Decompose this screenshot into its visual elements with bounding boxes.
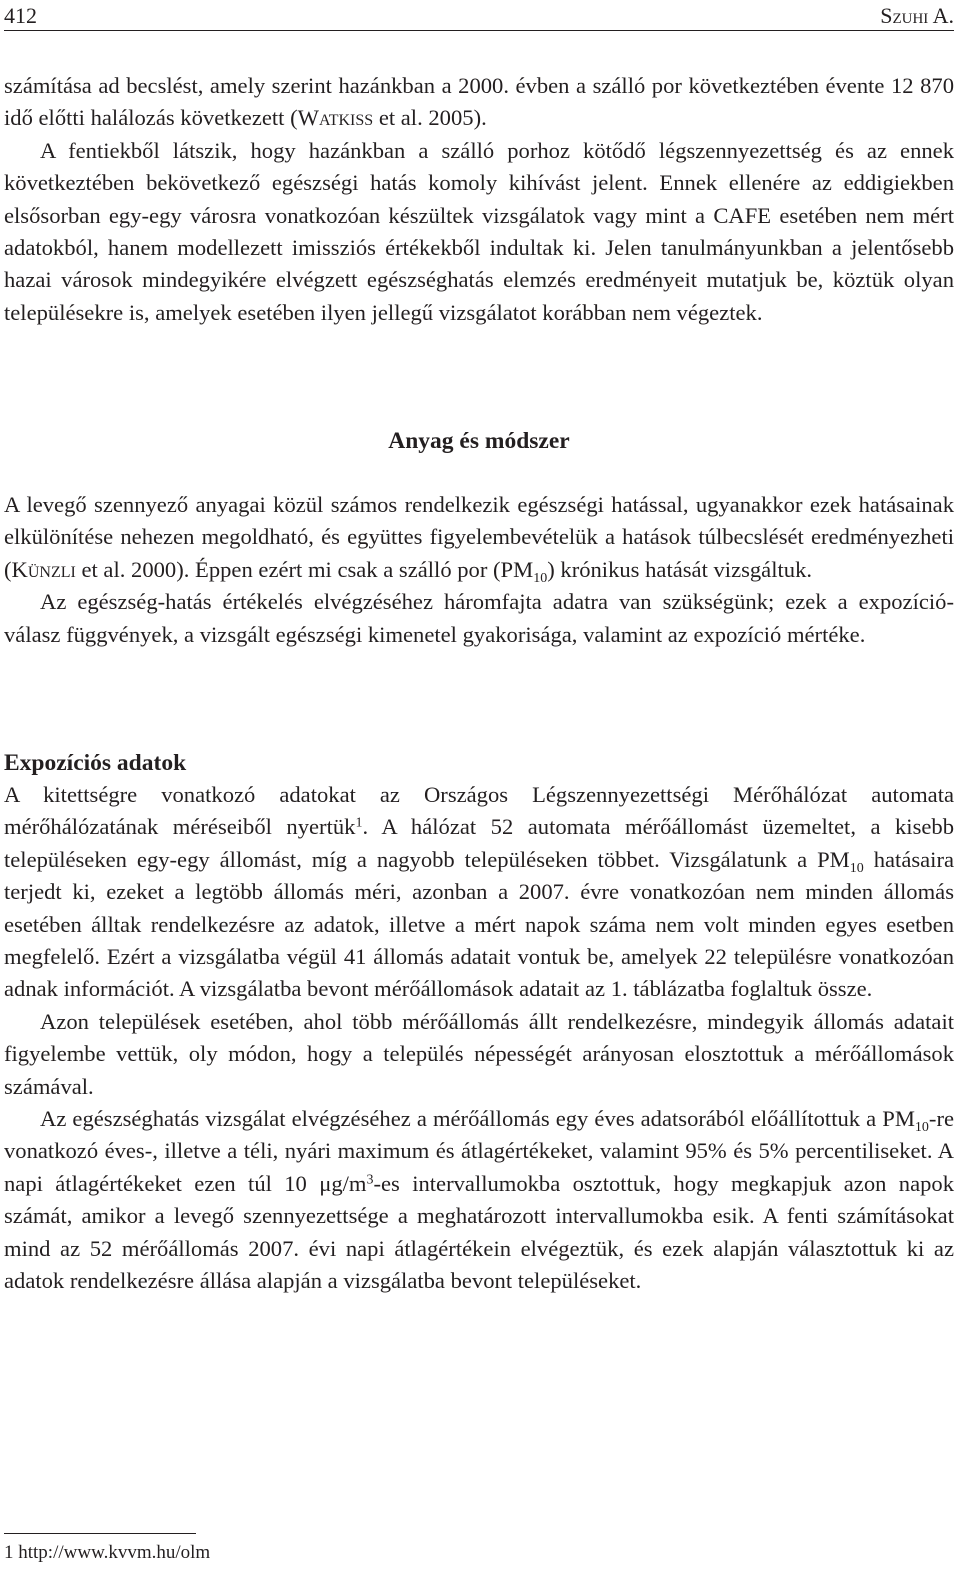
footnote (4, 1541, 210, 1565)
intro-block (4, 70, 954, 329)
footnote-number: 1 (4, 1542, 14, 1563)
paragraph (4, 489, 954, 586)
superscript: 3 (366, 1172, 374, 1188)
page-number: 412 (4, 3, 37, 28)
paragraph (4, 779, 954, 1006)
methods-block (4, 489, 954, 651)
footnote-divider (4, 1533, 196, 1534)
exposure-block (4, 779, 954, 1298)
paragraph: Azon települések esetében, ahol több mérőállomás állt rendelkezésre, mindegyik állomás adatait figyelembe vettük, oly módon, hogy a település népességét arányosan elosztottuk a mérőállomások számával. (4, 1008, 954, 1099)
running-author (880, 2, 954, 30)
footnote-ref[interactable]: 1 (355, 815, 363, 831)
running-header (4, 0, 954, 31)
text-run: ) krónikus hatását vizsgáltuk. (547, 556, 813, 582)
subscript: 10 (914, 1119, 929, 1135)
author-suffix: A. (928, 3, 954, 28)
paragraph: Az egészség-hatás értékelés elvégzéséhez háromfajta adatra van szükségünk; ezek a expozíció-válasz függvények, a vizsgált egészségi kimenetel gyakorisága, valamint az expozíció mértéke. (4, 589, 954, 647)
text-run: . A hálózat 52 automata mérőállomást üzemeltet, a kisebb településeken egy-egy állomást, míg a nagyobb településeken többet. Vizsgálatunk a PM (4, 814, 955, 872)
paragraph (4, 70, 954, 135)
footnote-link[interactable]: http://www.kvvm.hu/olm (13, 1542, 211, 1563)
subscript: 10 (533, 570, 548, 586)
text-run: Az egészséghatás vizsgálat elvégzéséhez a mérőállomás egy éves adatsorából előállítottuk a PM (40, 1106, 915, 1132)
text-run: et al. 2000). Éppen ezért mi csak a szálló por (PM (75, 556, 534, 582)
paragraph (4, 1103, 954, 1297)
author-name-smallcaps: zuhi (892, 3, 929, 28)
text-run: A kitettségre vonatkozó adatokat az Országos Légszennyezettségi Mérőhálózat automata mérőhálózatának méréseiből nyertük (4, 782, 954, 840)
text-run: számítása ad becslést, amely szerint hazánkban a 2000. évben a szálló por következtében évente 12 870 idő előtti halálozás következett (W (4, 73, 954, 131)
paragraph: A fentiekből látszik, hogy hazánkban a szálló porhoz kötődő légszennyezettség és az ennek következtében bekövetkező egészségi hatás komoly kihívást jelent. Ennek ellenére az eddigiekben elsősorban egy-egy városra vonatkozóan készültek vizsgálatok vagy mint a CAFE esetében nem mért adatokból, hanem modellezett imissziós értékekből indultak ki. Jelen tanulmányunkban a jelentősebb hazai városok mindegyikére elvégzett egészséghatás elemzés eredményeit mutatjuk be, köztük olyan településekre is, amelyek esetében ilyen jellegű vizsgálatot korábban nem végeztek. (4, 137, 954, 325)
author-initial: S (880, 3, 893, 28)
text-run: hatásaira terjedt ki, ezeket a legtöbb állomás méri, azonban a 2007. évre vonatkozóan nem minden állomás esetében álltak rendelkezésre az adatok, illetve a mért napok száma nem volt minden egyes esetben megfelelő. Ezért a vizsgálatba végül 41 állomás adatait vontuk be, amelyek 22 településre vonatkozóan adnak információt. A vizsgálatba bevont mérőállomások adatait az 1. táblázatba foglaltuk össze. (4, 846, 954, 1002)
text-run: A levegő szennyező anyagai közül számos rendelkezik egészségi hatással, ugyanakkor ezek hatásainak elkülönítése nehezen megoldható, és együttes figyelembevételük a hatások túlbecslését eredményezheti (K (4, 492, 954, 582)
citation-author: atkiss (318, 105, 374, 131)
subscript: 10 (849, 860, 864, 876)
section-title: Anyag és módszer (388, 428, 570, 454)
text-run: -re vonatkozó éves-, illetve a téli, nyári maximum és átlagértékeket, valamint 95% és 5% percentiliseket. A napi átlagértékeket ezen túl 10 μg/m (4, 1106, 954, 1196)
text-run: -es intervallumokba osztottuk, hogy megkapjuk azon napok számát, amikor a levegő szennyezettsége a meghatározott intervallumokba esik. A fenti számításokat mind az 52 mérőállomás 2007. évi napi átlagértékein elvégeztük, és ezek alapján választottuk ki az adatok rendelkezésre állása alapján a vizsgálatba bevont településeket. (4, 1170, 954, 1294)
citation-author: ünzli (27, 556, 76, 582)
text-run: et al. 2005). (373, 105, 487, 131)
subsection-title: Expozíciós adatok (4, 750, 187, 776)
